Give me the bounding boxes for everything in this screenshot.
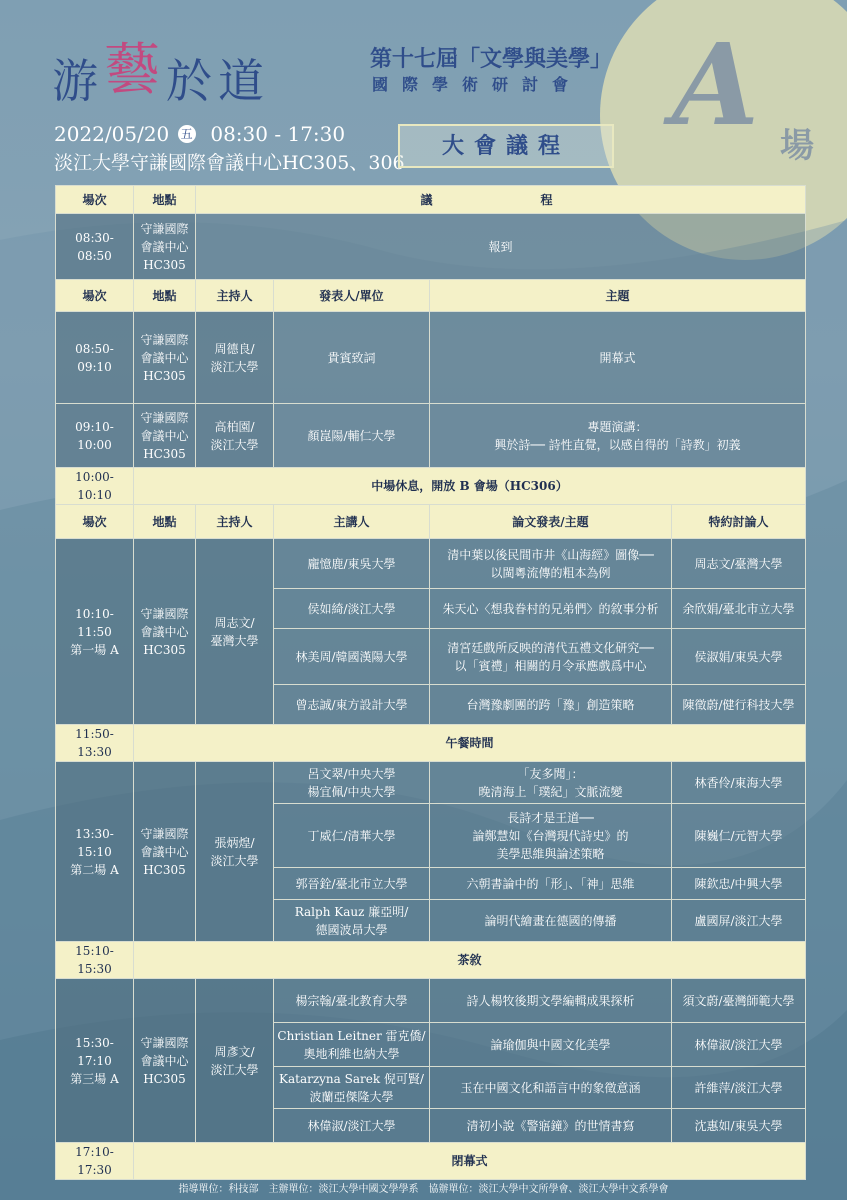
break-row: 15:10-15:30 茶敘 <box>56 942 806 979</box>
table-row: 林美周/韓國漢陽大學 清宮廷戲所反映的清代五禮文化研究── 以「賓禮」相關的月令承應戲爲中心 侯淑娟/東吳大學 <box>56 629 806 685</box>
table-row: 10:10-11:50 第一場 A 守謙國際 會議中心 HC305 周志文/ 臺灣大學 龐憶鹿/東吳大學 清中葉以後民間市井《山海經》圖像── 以閩粵流傳的粗本為例 周志文/臺灣大學 <box>56 539 806 589</box>
table-header-row: 場次 地點 議 程 <box>56 186 806 214</box>
agenda-title: 大會議程 <box>398 124 614 168</box>
break-row: 11:50-13:30 午餐時間 <box>56 725 806 762</box>
table-row: 15:30-17:10 第三場 A 守謙國際 會議中心 HC305 周彥文/ 淡江大學 楊宗翰/臺北教育大學 詩人楊牧後期文學編輯成果探析 須文蔚/臺灣師範大學 <box>56 979 806 1023</box>
table-row: 林偉淑/淡江大學 清初小說《警寤鐘》的世情書寫 沈惠如/東吳大學 <box>56 1109 806 1143</box>
break-row: 17:10-17:30 閉幕式 <box>56 1143 806 1180</box>
table-row: 08:50-09:10 守謙國際 會議中心 HC305 周德良/ 淡江大學 貴賓致詞 開幕式 <box>56 312 806 404</box>
table-header-row: 場次 地點 主持人 發表人/單位 主題 <box>56 280 806 312</box>
table-row: 郭晉銓/臺北市立大學 六朝書論中的「形」、「神」思維 陳欽忠/中興大學 <box>56 868 806 900</box>
footer-organizers: 指導單位：科技部 主辦單位：淡江大學中國文學學系 協辦單位：淡江大學中文所學會、淡江大學中文系學會 <box>178 1184 669 1195</box>
table-row: 侯如綺/淡江大學 朱天心〈想我眷村的兄弟們〉的敘事分析 余欣娟/臺北市立大學 <box>56 589 806 629</box>
event-date: 2022/05/20 五 08:30 - 17:30 <box>54 122 346 146</box>
schedule-table <box>55 185 806 1180</box>
break-row: 10:00-10:10 中場休息，開放 B 會場（HC306） <box>56 468 806 505</box>
conference-subtitle: 國際學術研討會 <box>372 75 583 94</box>
main-title: 游藝於道 <box>52 38 270 108</box>
table-row: Christian Leitner 雷克僑/ 奧地利維也納大學 論瑜伽與中國文化美學 林偉淑/淡江大學 <box>56 1023 806 1067</box>
table-row: Ralph Kauz 廉亞明/ 德國波昂大學 論明代繪畫在德國的傳播 盧國屏/淡江大學 <box>56 900 806 942</box>
table-row: 13:30-15:10 第二場 A 守謙國際 會議中心 HC305 張炳煌/ 淡江大學 呂文翠/中央大學 楊宜佩/中央大學 「友多聞」： 晚清海上「璞紀」文脈流變 林香伶/東海大學 <box>56 762 806 804</box>
event-venue: 淡江大學守謙國際會議中心HC305、306 <box>54 152 405 174</box>
table-row: 丁威仁/清華大學 長詩才是王道── 論鄭慧如《台灣現代詩史》的 美學思維與論述策略 陳巍仁/元智大學 <box>56 804 806 868</box>
table-header-row: 場次 地點 主持人 主講人 論文發表/主題 特約討論人 <box>56 505 806 539</box>
session-suffix: 場 <box>780 126 814 166</box>
table-row: 曾志誠/東方設計大學 台灣豫劇團的跨「豫」創造策略 陳徵蔚/健行科技大學 <box>56 685 806 725</box>
table-row: 09:10-10:00 守謙國際 會議中心 HC305 高柏園/ 淡江大學 顏崑陽/輔仁大學 專題演講： 興於詩── 詩性直覺，以感自得的「詩教」初義 <box>56 404 806 468</box>
table-row: Katarzyna Sarek 倪可賢/ 波蘭亞傑隆大學 玉在中國文化和語言中的象徵意涵 許維萍/淡江大學 <box>56 1067 806 1109</box>
table-row: 08:30-08:50 守謙國際 會議中心 HC305 報到 <box>56 214 806 280</box>
session-letter: A <box>672 20 759 151</box>
poster-header <box>0 0 847 185</box>
conference-title: 第十七屆「文學與美學」 <box>370 46 613 72</box>
